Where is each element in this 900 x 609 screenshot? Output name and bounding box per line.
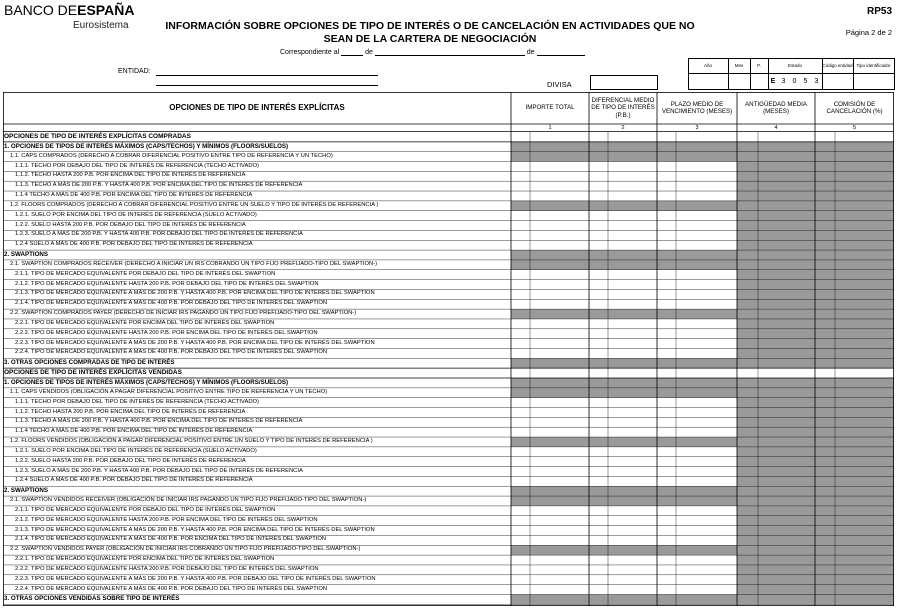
shaded-cell: [737, 575, 815, 585]
shaded-cell: [815, 575, 894, 585]
shaded-cell: [815, 289, 894, 299]
table-row-label: 1.2.4 SUELO A MÁS DE 400 P.B. POR DEBAJO DEL TIPO DE INTERÉS DE REFERENCIA: [15, 477, 253, 484]
shaded-cell: [815, 516, 894, 526]
table-row-label: 1.2.1. SUELO POR ENCIMA DEL TIPO DE INTERÉS DE REFERENCIA (SUELO ACTIVADO): [15, 211, 257, 218]
meta-label-codigo: Código entidad: [822, 63, 853, 68]
table-row-label: 1.1.3. TECHO A MÁS DE 200 P.B. Y HASTA 400 P.B. POR ENCIMA DEL TIPO DE INTERÉS DE REFERENCIA: [15, 182, 303, 189]
table-row-label: 2.2.3. TIPO DE MERCADO EQUIVALENTE A MÁS DE 200 P.B. Y HASTA 400 P.B. POR DEBAJO DEL TIPO DE INTERÉS DEL SWAPTION: [15, 575, 376, 582]
table-row-label: 1.1.4 TECHO A MÁS DE 400 P.B. POR ENCIMA DEL TIPO DE INTERÉS DE REFERENCIA: [15, 192, 253, 199]
shaded-cell: [589, 388, 657, 398]
shaded-cell: [657, 358, 737, 368]
shaded-cell: [657, 378, 737, 388]
correspondiente-label: Correspondiente al: [280, 49, 340, 56]
shaded-cell: [737, 358, 815, 368]
correspondiente-line: [280, 47, 585, 56]
table-row-label: 1.2.2. SUELO HASTA 200 P.B. POR DEBAJO DEL TIPO DE INTERÉS DE REFERENCIA: [15, 221, 246, 228]
shaded-cell: [737, 299, 815, 309]
shaded-cell: [815, 152, 894, 162]
meta-label-tipo: Tipo identificador: [856, 63, 891, 68]
shaded-cell: [815, 437, 894, 447]
entidad-field-line-2[interactable]: [156, 85, 378, 86]
group-heading: 2. SWAPTIONS: [4, 487, 49, 495]
shaded-cell: [737, 348, 815, 358]
table-row-label: 1.1.1. TECHO POR DEBAJO DEL TIPO DE INTERÉS DE REFERENCIA (TECHO ACTIVADO): [15, 162, 259, 169]
section-heading: OPCIONES DE TIPO DE INTERÉS EXPLÍCITAS COMPRADAS: [4, 133, 191, 140]
shaded-cell: [737, 565, 815, 575]
shaded-cell: [589, 250, 657, 260]
table-row-label: 1.1.2. TECHO HASTA 200 P.B. POR ENCIMA DEL TIPO DE INTERÉS DE REFERENCIA: [15, 172, 246, 179]
col-number-2: 2: [621, 125, 625, 131]
table-row-label: 2.2. SWAPTION VENDIDOS PAYER (OBLIGACIÓN DE INICIAR IRS COBRANDO UN TIPO FIJO PREFIJADO-TIPO DEL SWAPTION-): [10, 546, 361, 553]
shaded-cell: [815, 162, 894, 172]
table-row-label: 1.2.2. SUELO HASTA 200 P.B. POR DEBAJO DEL TIPO DE INTERÉS DE REFERENCIA: [15, 457, 246, 464]
shaded-cell: [737, 250, 815, 260]
table-row-label: 1.1.3. TECHO A MÁS DE 200 P.B. Y HASTA 400 P.B. POR ENCIMA DEL TIPO DE INTERÉS DE REFERENCIA: [15, 418, 303, 425]
table-row-label: 2.1.1. TIPO DE MERCADO EQUIVALENTE POR DEBAJO DEL TIPO DE INTERÉS DEL SWAPTION: [15, 506, 276, 513]
shaded-cell: [815, 496, 894, 506]
col-number-4: 4: [774, 125, 778, 131]
shaded-cell: [815, 585, 894, 595]
shaded-cell: [589, 142, 657, 152]
shaded-cell: [737, 388, 815, 398]
shaded-cell: [815, 221, 894, 231]
shaded-cell: [737, 535, 815, 545]
shaded-cell: [737, 201, 815, 211]
shaded-cell: [815, 181, 894, 191]
title-line-2: SEAN DE LA CARTERA DE NEGOCIACIÓN: [323, 33, 537, 45]
de-label-2: de: [526, 49, 535, 56]
shaded-cell: [815, 594, 894, 604]
table-row-label: 2.1.3. TIPO DE MERCADO EQUIVALENTE A MÁS DE 200 P.B. Y HASTA 400 P.B. POR ENCIMA DEL TIPO DE INTERÉS DEL SWAPTION: [15, 526, 375, 533]
meta-label-mes: Mes: [734, 63, 744, 68]
shaded-cell: [589, 358, 657, 368]
shaded-cell: [657, 142, 737, 152]
entidad-field-line-1[interactable]: [156, 75, 378, 76]
shaded-cell: [589, 437, 657, 447]
shaded-cell: [737, 398, 815, 408]
shaded-cell: [815, 142, 894, 152]
table-row-label: 1.1. CAPS VENDIDOS (OBLIGACIÓN A PAGAR DIFERENCIAL POSITIVO ENTRE TIPO DE REFERENCIA Y UN TECHO): [10, 388, 328, 395]
shaded-cell: [511, 250, 589, 260]
shaded-cell: [737, 152, 815, 162]
table-row-label: 2.2. SWAPTION COMPRADOS PAYER (DERECHO DE INICIAR IRS PAGANDO UN TIPO FIJO PREFIJADO-TIPO DEL SWAPTION-): [10, 310, 357, 317]
shaded-cell: [589, 309, 657, 319]
table-row-label: 1.2.1. SUELO POR ENCIMA DEL TIPO DE INTERÉS DE REFERENCIA (SUELO ACTIVADO): [15, 447, 257, 454]
col-header-plazo: PLAZO MEDIO DE VENCIMIENTO (MESES): [661, 100, 733, 115]
shaded-cell: [737, 378, 815, 388]
shaded-cell: [737, 555, 815, 565]
shaded-cell: [737, 594, 815, 604]
shaded-cell: [815, 299, 894, 309]
shaded-cell: [815, 280, 894, 290]
shaded-cell: [737, 289, 815, 299]
logo-subtitle: Eurosistema: [73, 20, 129, 31]
shaded-cell: [737, 457, 815, 467]
estado-d1: 3: [781, 78, 786, 85]
shaded-cell: [511, 152, 589, 162]
shaded-cell: [815, 447, 894, 457]
shaded-cell: [737, 447, 815, 457]
shaded-cell: [657, 545, 737, 555]
logo-text-b: ESPAÑA: [77, 2, 135, 18]
title-line-1: INFORMACIÓN SOBRE OPCIONES DE TIPO DE INTERÉS O DE CANCELACIÓN EN ACTIVIDADES QUE NO: [165, 20, 695, 32]
shaded-cell: [737, 417, 815, 427]
shaded-cell: [815, 408, 894, 418]
shaded-cell: [815, 378, 894, 388]
shaded-cell: [511, 496, 589, 506]
group-heading: 1. OPCIONES DE TIPOS DE INTERÉS MÁXIMOS (CAPS/TECHOS) Y MÍNIMOS (FLOORS/SUELOS): [4, 379, 289, 386]
shaded-cell: [511, 486, 589, 496]
shaded-cell: [737, 270, 815, 280]
shaded-cell: [589, 594, 657, 604]
shaded-cell: [657, 594, 737, 604]
shaded-cell: [737, 142, 815, 152]
shaded-cell: [511, 545, 589, 555]
section-heading: OPCIONES DE TIPO DE INTERÉS EXPLÍCITAS VENDIDAS: [4, 369, 182, 377]
group-heading: 2. SWAPTIONS: [4, 251, 49, 259]
meta-label-estado: Estado: [787, 63, 802, 68]
shaded-cell: [657, 250, 737, 260]
logo-text-a: BANCO DE: [4, 2, 78, 18]
table-row-label: 2.2.2. TIPO DE MERCADO EQUIVALENTE HASTA 200 P.B. POR ENCIMA DEL TIPO DE INTERÉS DEL SWAPTION: [15, 329, 318, 336]
form-title: [160, 20, 700, 46]
shaded-cell: [511, 142, 589, 152]
table-row-label: 2.1.3. TIPO DE MERCADO EQUIVALENTE A MÁS DE 200 P.B. Y HASTA 400 P.B. POR ENCIMA DEL TIPO DE INTERÉS DEL SWAPTION: [15, 290, 375, 297]
shaded-cell: [511, 260, 589, 270]
de-label-1: de: [365, 49, 373, 56]
entidad-label: ENTIDAD:: [118, 68, 151, 75]
shaded-cell: [737, 230, 815, 240]
shaded-cell: [815, 201, 894, 211]
shaded-cell: [815, 427, 894, 437]
shaded-cell: [737, 309, 815, 319]
shaded-cell: [737, 585, 815, 595]
shaded-cell: [815, 191, 894, 201]
shaded-cell: [815, 417, 894, 427]
shaded-cell: [737, 506, 815, 516]
shaded-cell: [589, 545, 657, 555]
shaded-cell: [815, 545, 894, 555]
shaded-cell: [815, 270, 894, 280]
shaded-cell: [737, 545, 815, 555]
shaded-cell: [737, 221, 815, 231]
divisa-field[interactable]: [590, 75, 658, 90]
shaded-cell: [815, 171, 894, 181]
shaded-cell: [737, 240, 815, 250]
group-heading: 1. OPCIONES DE TIPOS DE INTERÉS MÁXIMOS (CAPS/TECHOS) Y MÍNIMOS (FLOORS/SUELOS): [4, 142, 289, 150]
shaded-cell: [737, 280, 815, 290]
shaded-cell: [737, 467, 815, 477]
meta-divider: [688, 73, 894, 74]
shaded-cell: [737, 171, 815, 181]
shaded-cell: [657, 437, 737, 447]
shaded-cell: [737, 260, 815, 270]
estado-d3: 5: [803, 78, 808, 85]
col-header-comision: COMISIÓN DE CANCELACIÓN (%): [826, 100, 883, 115]
year-field[interactable]: [537, 47, 585, 56]
estado-d4: 3: [814, 78, 819, 85]
table-row-label: 1.2.4 SUELO A MÁS DE 400 P.B. POR DEBAJO DEL TIPO DE INTERÉS DE REFERENCIA: [15, 241, 253, 248]
shaded-cell: [657, 496, 737, 506]
shaded-cell: [737, 408, 815, 418]
shaded-cell: [815, 388, 894, 398]
shaded-cell: [737, 437, 815, 447]
table-row-label: 1.1. CAPS COMPRADOS (DERECHO A COBRAR DIFERENCIAL POSITIVO ENTRE TIPO DE REFERENCIA Y UN TECHO): [10, 152, 333, 159]
table-row-label: 1.1.2. TECHO HASTA 200 P.B. POR ENCIMA DEL TIPO DE INTERÉS DE REFERENCIA: [15, 408, 246, 415]
shaded-cell: [511, 378, 589, 388]
table-row-label: 2.2.4. TIPO DE MERCADO EQUIVALENTE A MÁS DE 400 P.B. POR DEBAJO DEL TIPO DE INTERÉS DEL SWAPTION: [15, 349, 328, 356]
shaded-cell: [737, 319, 815, 329]
shaded-cell: [815, 565, 894, 575]
col-number-1: 1: [548, 125, 552, 131]
table-row-label: 2.2.2. TIPO DE MERCADO EQUIVALENTE HASTA 200 P.B. POR DEBAJO DEL TIPO DE INTERÉS DEL SWAPTION: [15, 565, 319, 572]
shaded-cell: [657, 486, 737, 496]
table-row-label: 2.2.4. TIPO DE MERCADO EQUIVALENTE A MÁS DE 400 P.B. POR DEBAJO DEL TIPO DE INTERÉS DEL SWAPTION: [15, 585, 328, 592]
shaded-cell: [815, 211, 894, 221]
shaded-cell: [815, 467, 894, 477]
table-row-label: 2.1.4. TIPO DE MERCADO EQUIVALENTE A MÁS DE 400 P.B. POR DEBAJO DEL TIPO DE INTERÉS DEL SWAPTION: [15, 300, 328, 307]
shaded-cell: [815, 250, 894, 260]
bank-logo: [4, 2, 134, 18]
shaded-cell: [737, 427, 815, 437]
shaded-cell: [737, 191, 815, 201]
shaded-cell: [737, 516, 815, 526]
shaded-cell: [737, 496, 815, 506]
col-number-5: 5: [852, 125, 857, 131]
table-row-label: 2.2.3. TIPO DE MERCADO EQUIVALENTE A MÁS DE 200 P.B. Y HASTA 400 P.B. POR ENCIMA DEL TIPO DE INTERÉS DEL SWAPTION: [15, 339, 375, 346]
meta-label-p: P.: [757, 63, 761, 68]
table-row-label: 2.1. SWAPTION COMPRADOS RECEIVER (DERECHO A INICIAR UN IRS COBRANDO UN TIPO FIJO PREFIJADO-TIPO DEL SWAPTION-): [10, 260, 378, 267]
shaded-cell: [815, 348, 894, 358]
shaded-cell: [815, 457, 894, 467]
group-heading: 3. OTRAS OPCIONES VENDIDAS SOBRE TIPO DE INTERÉS: [4, 595, 180, 603]
table-row-label: 1.1.1. TECHO POR DEBAJO DEL TIPO DE INTERÉS DE REFERENCIA (TECHO ACTIVADO): [15, 398, 259, 405]
shaded-cell: [815, 506, 894, 516]
col-number-3: 3: [695, 125, 699, 131]
estado-e: E: [770, 78, 776, 85]
table-row-label: 1.2. FLOORS COMPRADOS (DERECHO A COBRAR DIFERENCIAL POSITIVO ENTRE UN SUELO Y TIPO DE INTERÉS DE REFERENCIA ): [10, 201, 379, 208]
shaded-cell: [815, 309, 894, 319]
page-indicator: Página 2 de 2: [845, 28, 892, 37]
meta-label-ano: Año: [703, 63, 712, 68]
col-header-diferencial: DIFERENCIAL MEDIO DE TIPO DE INTERÉS (P.B.): [591, 96, 655, 119]
shaded-cell: [657, 309, 737, 319]
shaded-cell: [737, 526, 815, 536]
shaded-cell: [589, 152, 657, 162]
shaded-cell: [511, 594, 589, 604]
shaded-cell: [657, 388, 737, 398]
table-row-label: 2.2.1. TIPO DE MERCADO EQUIVALENTE POR ENCIMA DEL TIPO DE INTERÉS DEL SWAPTION: [15, 556, 275, 563]
shaded-cell: [511, 358, 589, 368]
table-main-header: OPCIONES DE TIPO DE INTERÉS EXPLÍCITAS: [169, 103, 345, 113]
shaded-cell: [511, 201, 589, 211]
shaded-cell: [815, 358, 894, 368]
table-row-label: 2.1.1. TIPO DE MERCADO EQUIVALENTE POR DEBAJO DEL TIPO DE INTERÉS DEL SWAPTION: [15, 270, 276, 277]
table-row-label: 1.2. FLOORS VENDIDOS (OBLIGACIÓN A PAGAR DIFERENCIAL POSITIVO ENTRE UN SUELO Y TIPO DE INTERÉS DE REFERENCIA ): [10, 438, 373, 445]
shaded-cell: [589, 496, 657, 506]
shaded-cell: [815, 240, 894, 250]
shaded-cell: [815, 526, 894, 536]
shaded-cell: [589, 260, 657, 270]
shaded-cell: [815, 555, 894, 565]
table-row-label: 1.1.4 TECHO A MÁS DE 400 P.B. POR ENCIMA DEL TIPO DE INTERÉS DE REFERENCIA: [15, 428, 253, 435]
shaded-cell: [511, 388, 589, 398]
shaded-cell: [815, 486, 894, 496]
shaded-cell: [815, 476, 894, 486]
shaded-cell: [737, 339, 815, 349]
shaded-cell: [815, 339, 894, 349]
shaded-cell: [815, 260, 894, 270]
col-header-antiguedad: ANTIGÜEDAD MEDIA (MESES): [745, 100, 807, 115]
shaded-cell: [815, 535, 894, 545]
shaded-cell: [737, 486, 815, 496]
options-table: [3, 92, 894, 606]
shaded-cell: [511, 437, 589, 447]
form-code: RP53: [866, 6, 892, 17]
shaded-cell: [589, 378, 657, 388]
shaded-cell: [657, 152, 737, 162]
table-row-label: 1.2.3. SUELO A MÁS DE 200 P.B. Y HASTA 400 P.B. POR DEBAJO DEL TIPO DE INTERÉS DE REFERENCIA: [15, 231, 303, 238]
table-row-label: 2.1.2. TIPO DE MERCADO EQUIVALENTE HASTA 200 P.B. POR DEBAJO DEL TIPO DE INTERÉS DEL SWAPTION: [15, 280, 319, 287]
shaded-cell: [815, 329, 894, 339]
col-header-importe: IMPORTE TOTAL: [525, 104, 575, 112]
shaded-cell: [737, 162, 815, 172]
shaded-cell: [657, 201, 737, 211]
shaded-cell: [815, 230, 894, 240]
table-row-label: 2.1. SWAPTION VENDIDOS RECEIVER (OBLIGACIÓN DE INICIAR IRS PAGANDO UN TIPO FIJO PREFIJADO-TIPO DEL SWAPTION-): [10, 497, 367, 504]
shaded-cell: [737, 476, 815, 486]
estado-d2: 0: [792, 78, 797, 85]
divisa-label: DIVISA: [547, 80, 572, 89]
table-row-label: 2.2.1. TIPO DE MERCADO EQUIVALENTE POR ENCIMA DEL TIPO DE INTERÉS DEL SWAPTION: [15, 319, 275, 326]
shaded-cell: [815, 398, 894, 408]
shaded-cell: [589, 201, 657, 211]
table-row-label: 2.1.4. TIPO DE MERCADO EQUIVALENTE A MÁS DE 400 P.B. POR ENCIMA DEL TIPO DE INTERÉS DEL SWAPTION: [15, 536, 327, 543]
day-field[interactable]: [341, 47, 363, 56]
shaded-cell: [589, 486, 657, 496]
table-row-label: 2.1.2. TIPO DE MERCADO EQUIVALENTE HASTA 200 P.B. POR ENCIMA DEL TIPO DE INTERÉS DEL SWAPTION: [15, 516, 318, 523]
group-heading: 3. OTRAS OPCIONES COMPRADAS DE TIPO DE INTERÉS: [4, 359, 175, 367]
shaded-cell: [737, 181, 815, 191]
shaded-cell: [511, 309, 589, 319]
shaded-cell: [657, 260, 737, 270]
shaded-cell: [737, 211, 815, 221]
month-field[interactable]: [375, 47, 525, 56]
table-row-label: 1.2.3. SUELO A MÁS DE 200 P.B. Y HASTA 400 P.B. POR DEBAJO DEL TIPO DE INTERÉS DE REFERENCIA: [15, 467, 303, 474]
shaded-cell: [737, 329, 815, 339]
shaded-cell: [815, 319, 894, 329]
